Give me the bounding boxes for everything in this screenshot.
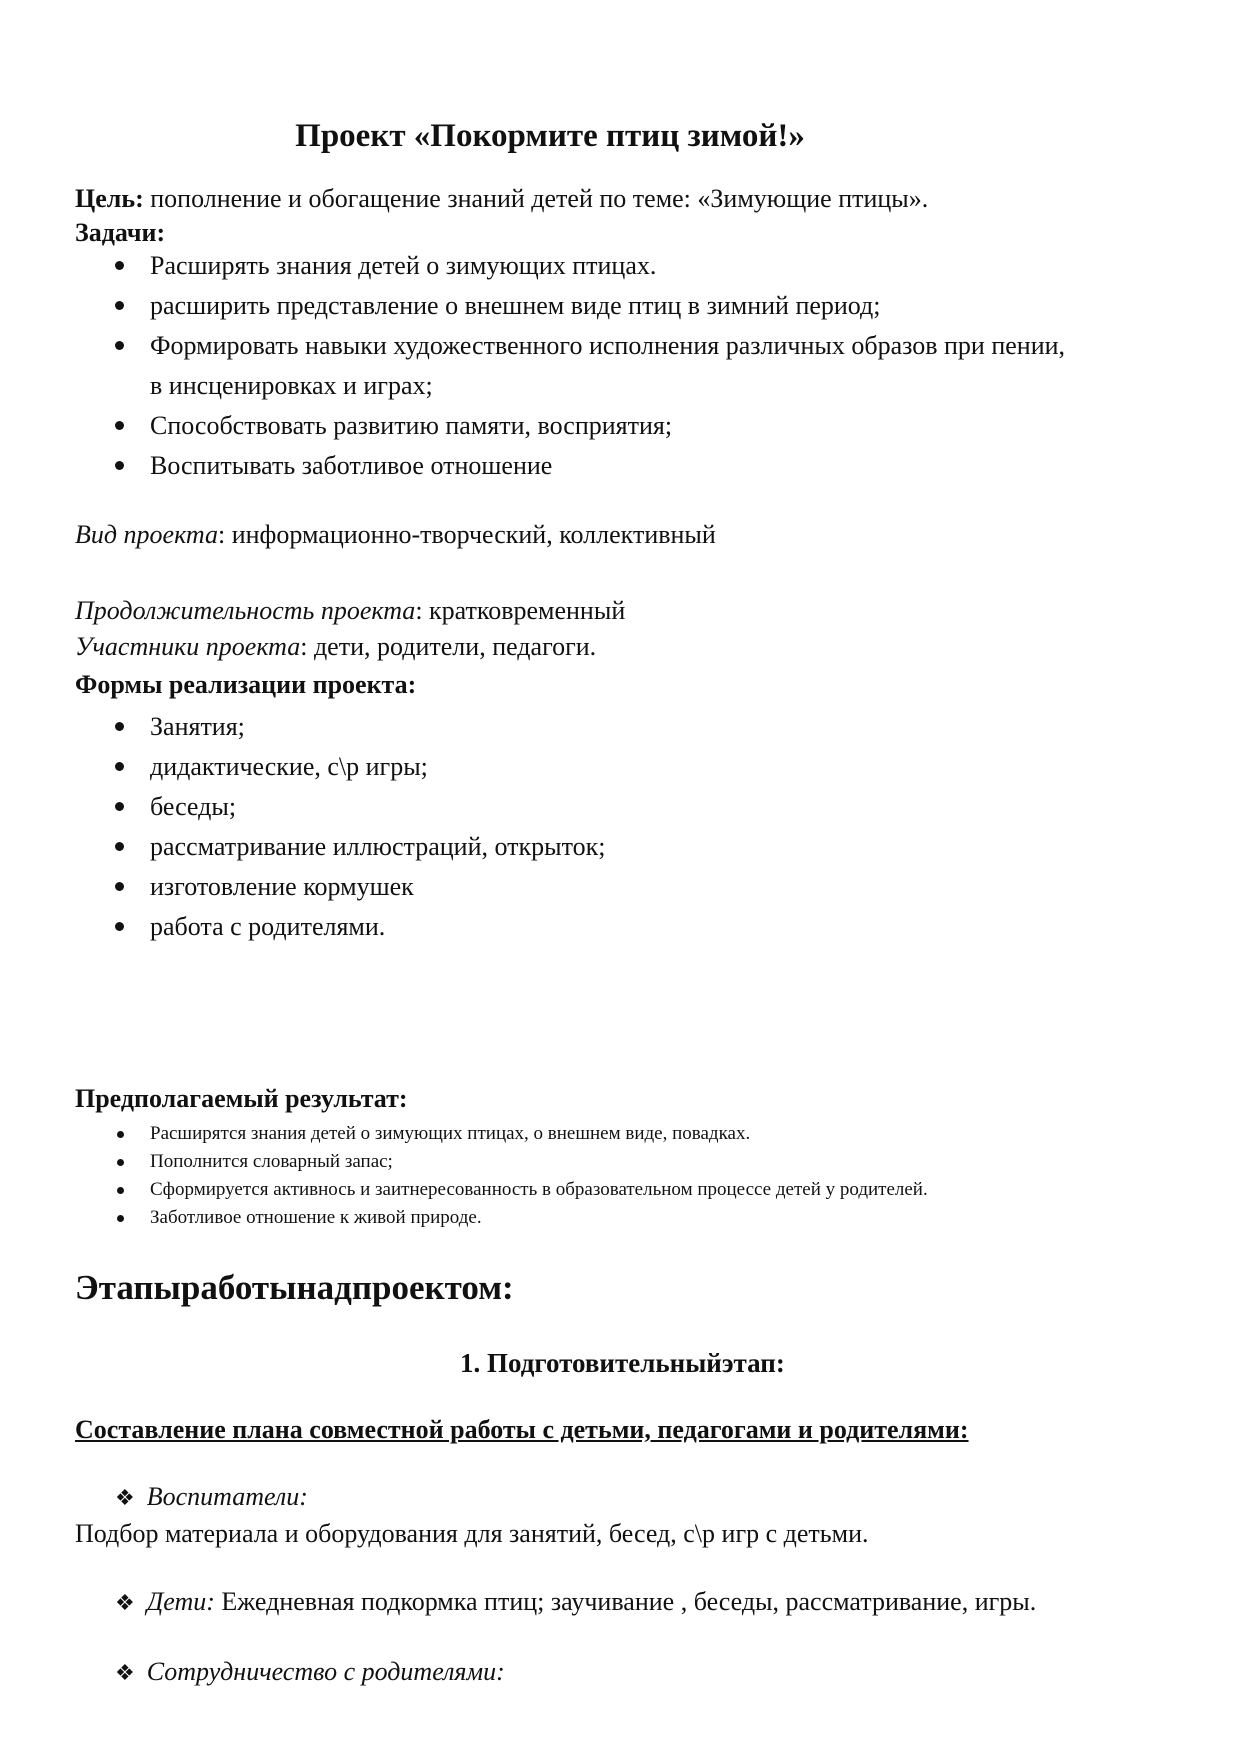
result-label: Предполагаемый результат: — [75, 1084, 408, 1113]
result-list — [75, 1120, 1195, 1232]
educators-line — [115, 1478, 1235, 1518]
educators-text: Подбор материала и оборудования для занятий, бесед, с\р игр с детьми. — [75, 1519, 869, 1548]
duration-text: : кратковременный — [415, 596, 626, 625]
list-item: беседы; — [75, 787, 1195, 827]
forms-label: Формы реализации проекта: — [75, 670, 417, 699]
list-item: Расширятся знания детей о зимующих птицах, о внешнем виде, повадках. — [75, 1120, 1195, 1148]
children-label: Дети: — [146, 1587, 215, 1616]
parents-label: Сотрудничество с родителями: — [146, 1657, 505, 1686]
duration-line — [75, 592, 1195, 630]
page-title: Проект «Покормите птиц зимой!» — [295, 118, 805, 154]
forms-list — [75, 707, 1195, 947]
list-item: Воспитывать заботливое отношение — [75, 446, 1195, 486]
participants-label: Участники проекта — [75, 632, 301, 661]
list-item: Расширять знания детей о зимующих птицах. — [75, 246, 1195, 286]
list-item: дидактические, с\р игры; — [75, 747, 1195, 787]
project-type-line — [75, 516, 1195, 554]
goal-line — [75, 180, 1195, 218]
goal-text: пополнение и обогащение знаний детей по теме: «Зимующие птицы». — [143, 184, 929, 213]
list-item: Заботливое отношение к живой природе. — [75, 1204, 1195, 1232]
list-item: Занятия; — [75, 707, 1195, 747]
participants-line — [75, 628, 1195, 666]
project-type-text: : информационно-творческий, коллективный — [218, 520, 716, 549]
duration-label: Продолжительность проекта — [75, 596, 416, 625]
participants-text: : дети, родители, педагоги. — [300, 632, 597, 661]
tasks-label: Задачи: — [75, 218, 166, 247]
goal-label: Цель: — [75, 184, 144, 213]
list-item: расширить представление о внешнем виде птиц в зимний период; — [75, 286, 1195, 326]
diamond-bullet-icon: ❖ — [115, 1591, 135, 1616]
list-item: работа с родителями. — [75, 907, 1195, 947]
children-line — [115, 1583, 1235, 1623]
stages-heading: Этапыработынадпроектом: — [75, 1268, 514, 1307]
list-item: Формировать навыки художественного исполнения различных образов при пении, в инсценировках и играх; — [75, 326, 1195, 406]
children-text: Ежедневная подкормка птиц; заучивание , беседы, рассматривание, игры. — [214, 1587, 1037, 1616]
diamond-bullet-icon: ❖ — [115, 1661, 135, 1686]
project-type-label: Вид проекта — [75, 520, 218, 549]
diamond-bullet-icon: ❖ — [115, 1486, 135, 1511]
list-item: рассматривание иллюстраций, открыток; — [75, 827, 1195, 867]
list-item: Способствовать развитию памяти, восприятия; — [75, 406, 1195, 446]
parents-line — [115, 1653, 1235, 1693]
plan-heading: Составление плана совместной работы с детьми, педагогами и родителями: — [75, 1415, 969, 1444]
tasks-list — [75, 246, 1195, 486]
list-item: изготовление кормушек — [75, 867, 1195, 907]
stage-1-title: 1. Подготовительныйэтап: — [460, 1348, 785, 1378]
list-item: Пополнится словарный запас; — [75, 1148, 1195, 1176]
educators-label: Воспитатели: — [146, 1482, 308, 1511]
list-item: Сформируется активнось и заитнересованность в образовательном процессе детей у родителей. — [75, 1176, 1195, 1204]
